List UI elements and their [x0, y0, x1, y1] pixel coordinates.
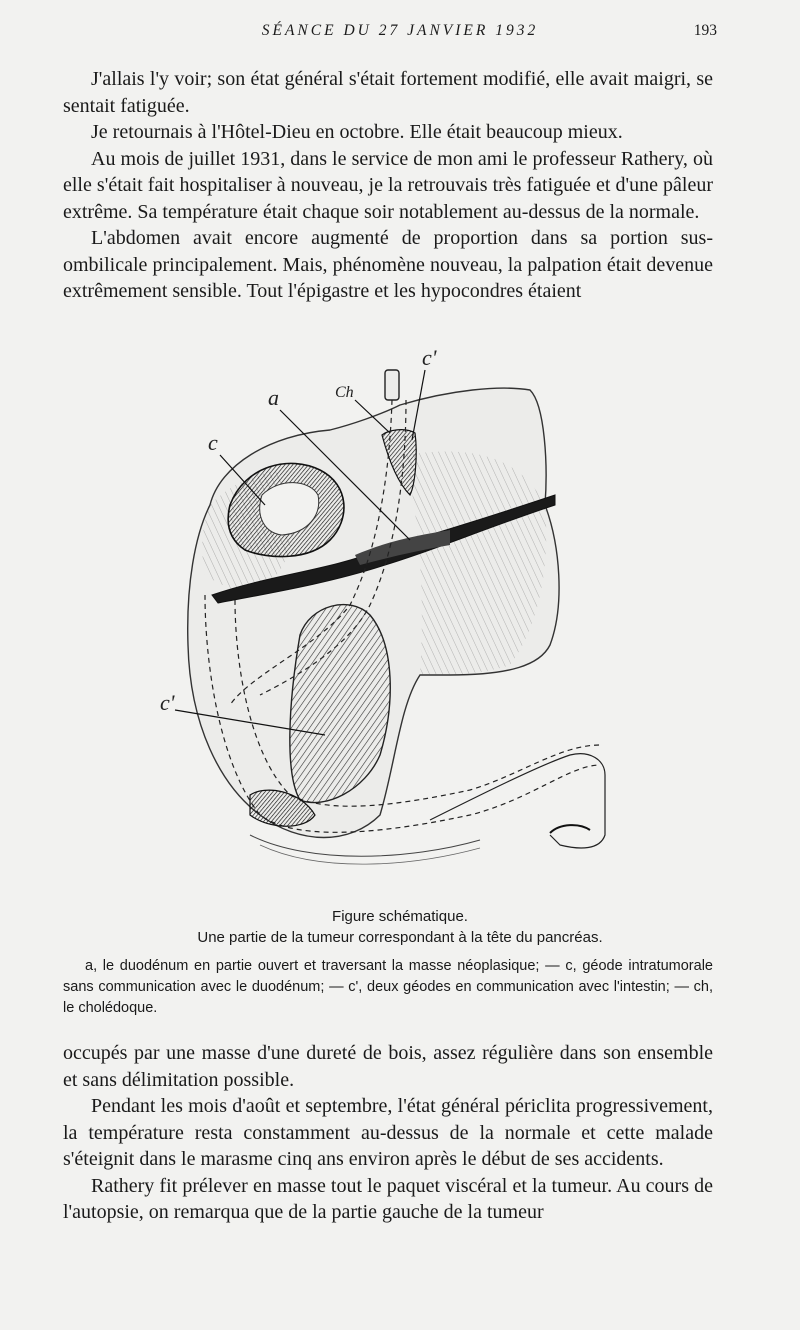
anatomical-figure	[150, 345, 650, 905]
page-number: 193	[693, 22, 717, 39]
running-head	[0, 18, 800, 48]
paragraph: J'allais l'y voir; son état général s'était fortement modifié, elle avait maigri, se sentait fatiguée.	[63, 68, 713, 117]
running-title: SÉANCE DU 27 JANVIER 1932	[261, 22, 539, 39]
paragraph: Pendant les mois d'août et septembre, l'état général périclita progressivement, la température resta constamment au-dessus de la normale et cette malade s'éteignit dans le marasme cinq ans environ après le début de ses accidents.	[63, 1095, 713, 1170]
figure-caption-subtitle: Une partie de la tumeur correspondant à la tête du pancréas.	[197, 929, 603, 946]
figure-label-c: c	[208, 430, 218, 455]
text-after-figure	[63, 1040, 713, 1226]
paragraph: Je retournais à l'Hôtel-Dieu en octobre. Elle était beaucoup mieux.	[91, 121, 623, 143]
choledoque-tube	[385, 370, 399, 400]
figure-label-c-prime-top: c'	[422, 345, 437, 370]
figure-label-c-prime-left: c'	[160, 690, 175, 715]
figure-drawing	[150, 345, 650, 905]
paragraph: Au mois de juillet 1931, dans le service de mon ami le professeur Rathery, où elle s'était fait hospitaliser à nouveau, je la retrouvais très fatiguée et d'une pâleur extrême. Sa température était chaque soir notablement au-dessus de la normale.	[63, 147, 713, 223]
figure-legend: a, le duodénum en partie ouvert et traversant la masse néoplasique; — c, géode intratumorale sans communication avec le duodénum; — c', deux géodes en communication avec l'intestin; — ch, le cholédoque.	[63, 958, 713, 1016]
paragraph: L'abdomen avait encore augmenté de proportion dans sa portion sus-ombilicale principalement. Mais, phénomène nouveau, la palpation était devenue extrêmement sensible. Tout l'épigastre et les hypocondres étaient	[63, 227, 713, 302]
paragraph: occupés par une masse d'une dureté de bois, assez régulière dans son ensemble et sans délimitation possible.	[63, 1042, 713, 1091]
paragraph: Rathery fit prélever en masse tout le paquet viscéral et la tumeur. Au cours de l'autopsie, on remarqua que de la partie gauche de la tumeur	[63, 1174, 713, 1223]
figure-caption-title: Figure schématique.	[332, 908, 468, 925]
figure-label-a: a	[268, 385, 279, 410]
text-before-figure	[63, 66, 713, 305]
figure-label-ch: Ch	[335, 384, 354, 401]
